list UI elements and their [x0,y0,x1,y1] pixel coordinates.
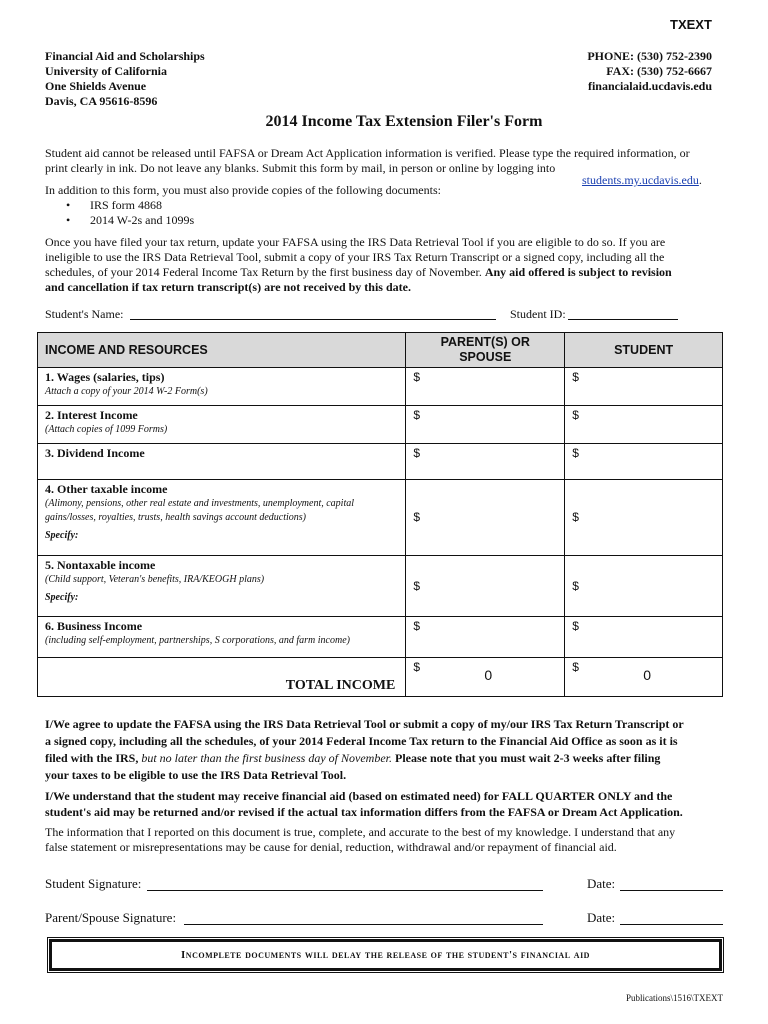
total-income-label: TOTAL INCOME [285,678,396,693]
row-label: 1. Wages (salaries, tips) [45,370,165,384]
row-label: 2. Interest Income [45,408,138,422]
parent-dividend-cell[interactable]: $ [406,444,565,480]
parent-date-label: Date: [587,910,616,925]
office-contact [587,49,712,94]
header-income: INCOME AND RESOURCES [38,333,406,368]
student-id-input[interactable] [568,307,678,320]
portal-link-wrap [582,173,702,188]
row-note: (Child support, Veteran's benefits, IRA/KEOGH plans) [45,574,265,585]
instructions-line-1: Once you have filed your tax return, update your FAFSA using the IRS Data Retrieval Tool if you are eligible to do so. If you are [45,235,666,249]
student-nontaxable-cell[interactable]: $ [565,556,723,617]
form-code: TXEXT [670,17,712,32]
footer-code: Publications\1516\TXEXT [626,993,723,1003]
student-name-input[interactable] [130,307,496,320]
parent-other-cell[interactable]: $ [406,480,565,556]
parent-business-cell[interactable]: $ [406,617,565,658]
parent-total-cell: $ 0 [406,658,565,697]
row-specify: Specify: [45,530,79,541]
instructions-line-4: and cancellation if tax return transcript(s) are not received by this date. [45,280,411,294]
parent-wages-cell[interactable]: $ [406,368,565,406]
student-name-label: Student's Name: [45,307,124,321]
table-row [38,556,723,617]
office-city: Davis, CA 95616-8596 [45,94,158,108]
portal-link-period: . [698,173,702,187]
student-date-input[interactable] [620,877,723,891]
certification: The information that I reported on this document is true, complete, and accurate to the best of my knowledge. I understand that any false statement or misrepresentations may be cause for denial, reduction, withdrawal and/or repayment of financial aid. [45,825,676,854]
instructions-line-2: ineligible to use the IRS Data Retrieval Tool, submit a copy of your IRS Tax Return Transcript or a signed copy, including all the [45,250,665,264]
row-label: 3. Dividend Income [45,446,145,460]
document-item: • 2014 W-2s and 1099s [66,213,195,227]
student-id-label: Student ID: [510,307,566,321]
parent-interest-cell[interactable]: $ [406,406,565,444]
row-note: (including self-employment, partnerships, S corporations, and farm income) [45,635,350,646]
student-signature-label: Student Signature: [45,876,142,891]
table-row [38,480,723,556]
row-label: 6. Business Income [45,619,143,633]
warning-banner-text: Incomplete documents will delay the release of the student's financial aid [181,949,590,961]
warning-banner [49,939,722,971]
row-note: (Alimony, pensions, other real estate and investments, unemployment, capital gains/losses, royalties, trusts, health savings account deductions) [45,498,355,523]
table-row [38,368,723,406]
row-label: 4. Other taxable income [45,482,168,496]
table-header-row [38,333,723,368]
intro-line-2: print clearly in ink. Do not leave any blanks. Submit this form by mail, in person or online by logging into [45,161,556,175]
student-wages-cell[interactable]: $ [565,368,723,406]
parent-total-value: 0 [484,667,493,683]
student-dividend-cell[interactable]: $ [565,444,723,480]
office-fax: FAX: (530) 752-6667 [606,64,712,78]
income-table [37,332,723,697]
student-total-cell: $ 0 [565,658,723,697]
intro-line-1: Student aid cannot be released until FAFSA or Dream Act Application information is verified. Please type the required information, or [45,146,690,160]
header-parent: PARENT(S) OR SPOUSE [406,333,565,368]
student-date-label: Date: [587,876,616,891]
portal-link[interactable]: students.my.ucdavis.edu [582,173,699,187]
document-item: • IRS form 4868 [66,198,162,212]
instructions-line-3: schedules, of your 2014 Federal Income Tax Return by the first business day of November. Any aid offered is subject to revision [45,265,672,279]
student-other-cell[interactable]: $ [565,480,723,556]
instructions [45,235,672,295]
student-interest-cell[interactable]: $ [565,406,723,444]
row-note: (Attach copies of 1099 Forms) [45,424,168,435]
parent-nontaxable-cell[interactable]: $ [406,556,565,617]
header-student: STUDENT [565,333,723,368]
student-signature-input[interactable] [147,877,543,891]
office-street: One Shields Avenue [45,79,147,93]
parent-signature-input[interactable] [184,911,543,925]
parent-date-input[interactable] [620,911,723,925]
table-row [38,617,723,658]
agreement-fall-quarter: I/We understand that the student may receive financial aid (based on estimated need) for FALL QUARTER ONLY and the student's aid may be returned and/or revised if the actual tax information differs from the FAFSA or Dream Act Application. [45,789,683,819]
agreement-fafsa: I/We agree to update the FAFSA using the IRS Data Retrieval Tool or submit a copy of my/our IRS Tax Return Transcript or a signed copy, including all the schedules, of your 2014 Federal Income Tax return to the Financial Aid Office as soon as it is filed with the IRS, but no later than the first business day of November. Please note that you must wait 2-3 weeks after filing your taxes to be eligible to use the IRS Data Retrieval Tool. [45,717,684,782]
office-name: Financial Aid and Scholarships [45,49,205,63]
parent-signature-label: Parent/Spouse Signature: [45,910,177,925]
row-note: Attach a copy of your 2014 W-2 Form(s) [45,386,208,397]
row-specify: Specify: [45,592,79,603]
row-label: 5. Nontaxable income [45,558,156,572]
office-phone: PHONE: (530) 752-2390 [587,49,712,63]
table-row [38,444,723,480]
table-row [38,406,723,444]
office-address [45,49,205,109]
page-title: 2014 Income Tax Extension Filer's Form [265,113,543,130]
student-total-value: 0 [643,667,651,683]
office-web: financialaid.ucdavis.edu [587,79,712,93]
total-row [38,658,723,697]
documents-list [66,198,194,228]
office-university: University of California [45,64,167,78]
documents-intro: In addition to this form, you must also provide copies of the following documents: [45,183,441,197]
student-business-cell[interactable]: $ [565,617,723,658]
